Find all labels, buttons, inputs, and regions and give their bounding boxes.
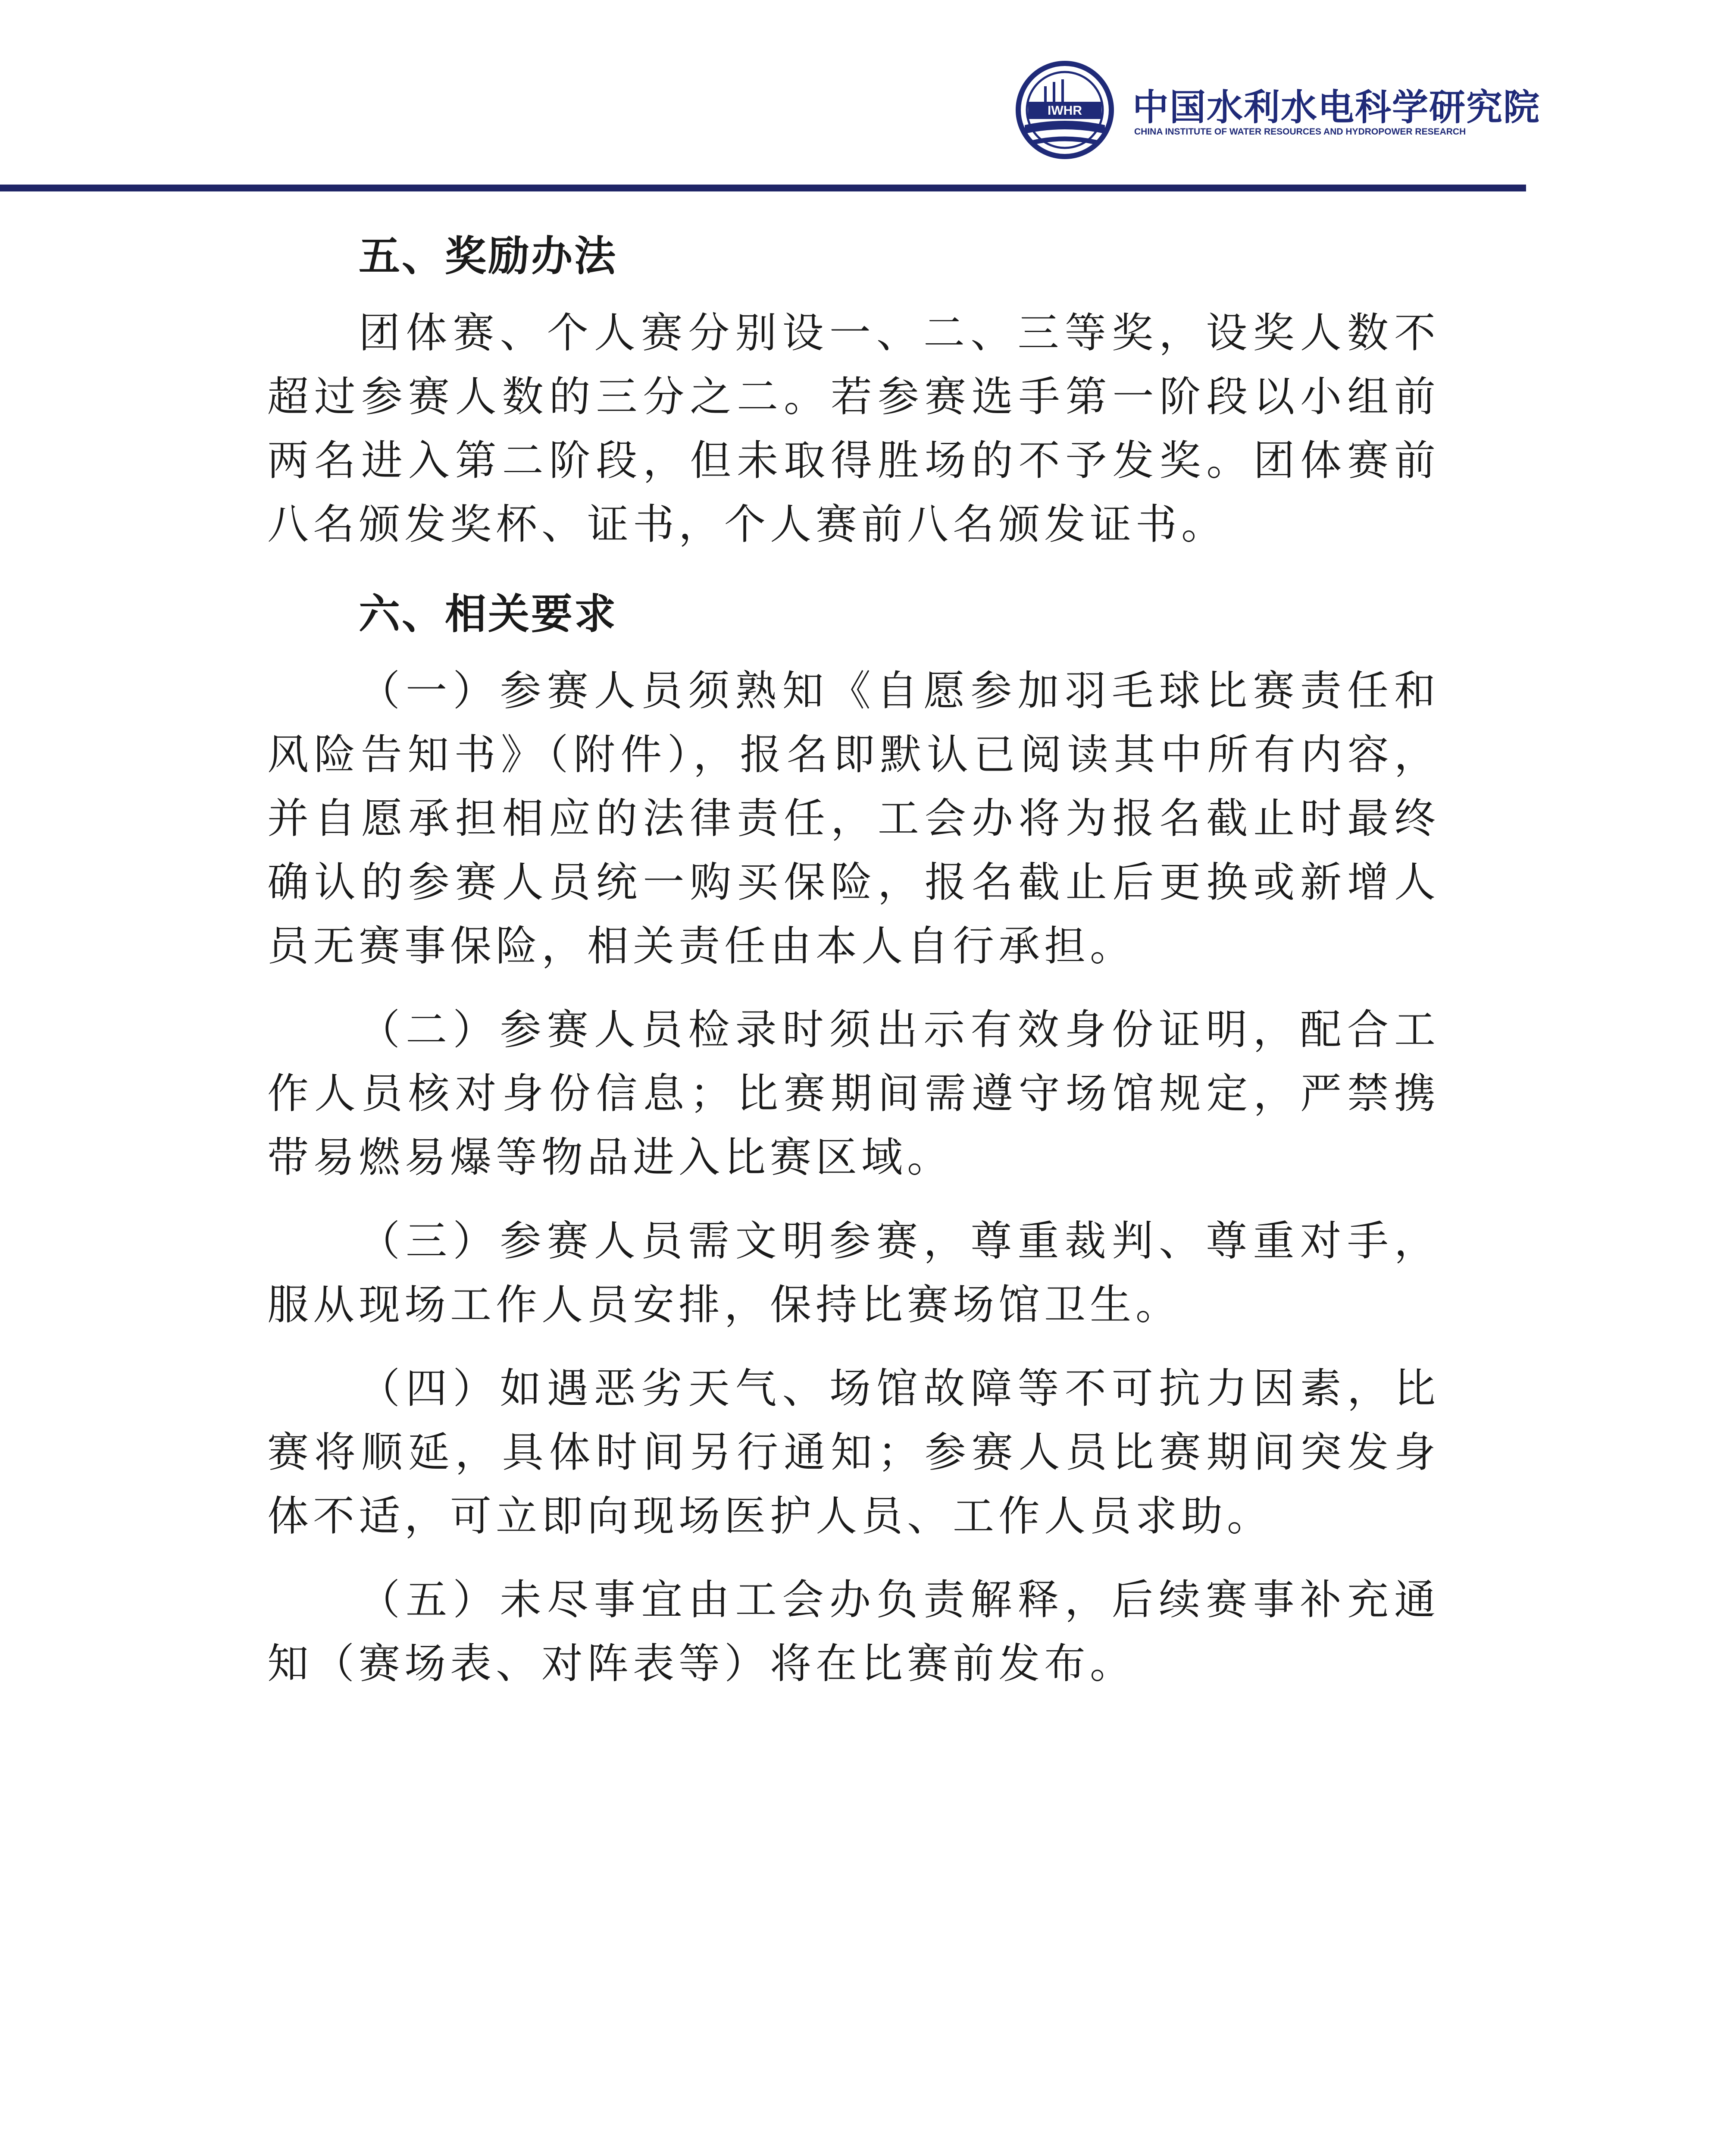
org-name-cn: 中国水利水电科学研究院: [1132, 86, 1541, 128]
paragraph: 团体赛、个人赛分别设一、二、三等奖，设奖人数不超过参赛人数的三分之二。若参赛选手第一阶段以小组前两名进入第二阶段，但未取得胜场的不予发奖。团体赛前八名颁发奖杯、证书，个人赛前八名颁发证书。: [267, 309, 1440, 548]
paragraph: （二）参赛人员检录时须出示有效身份证明，配合工作人员核对身份信息；比赛期间需遵守场馆规定，严禁携带易燃易爆等物品进入比赛区域。: [267, 1006, 1440, 1181]
section-heading-requirements: 六、相关要求: [359, 590, 617, 638]
org-name-en: CHINA INSTITUTE OF WATER RESOURCES AND HYDROPOWER RESEARCH: [1134, 127, 1466, 137]
paragraph: （四）如遇恶劣天气、场馆故障等不可抗力因素，比赛将顺延，具体时间另行通知；参赛人员比赛期间突发身体不适，可立即向现场医护人员、工作人员求助。: [267, 1364, 1440, 1540]
logo-badge-text: IWHR: [1048, 103, 1082, 118]
header-divider: [0, 185, 1526, 191]
paragraph: （一）参赛人员须熟知《自愿参加羽毛球比赛责任和风险告知书》（附件），报名即默认已阅读其中所有内容，并自愿承担相应的法律责任，工会办将为报名截止时最终确认的参赛人员统一购买保险，报名截止后更换或新增人员无赛事保险，相关责任由本人自行承担。: [267, 667, 1440, 970]
paragraph: （三）参赛人员需文明参赛，尊重裁判、尊重对手，服从现场工作人员安排，保持比赛场馆卫生。: [267, 1217, 1440, 1329]
document-body: [267, 224, 1440, 1715]
iwhr-emblem-icon: [1015, 60, 1114, 160]
institute-logo: [1015, 60, 1541, 164]
paragraph: （五）未尽事宜由工会办负责解释，后续赛事补充通知（赛场表、对阵表等）将在比赛前发布。: [267, 1576, 1440, 1688]
section-heading-rewards: 五、奖励办法: [359, 232, 617, 280]
